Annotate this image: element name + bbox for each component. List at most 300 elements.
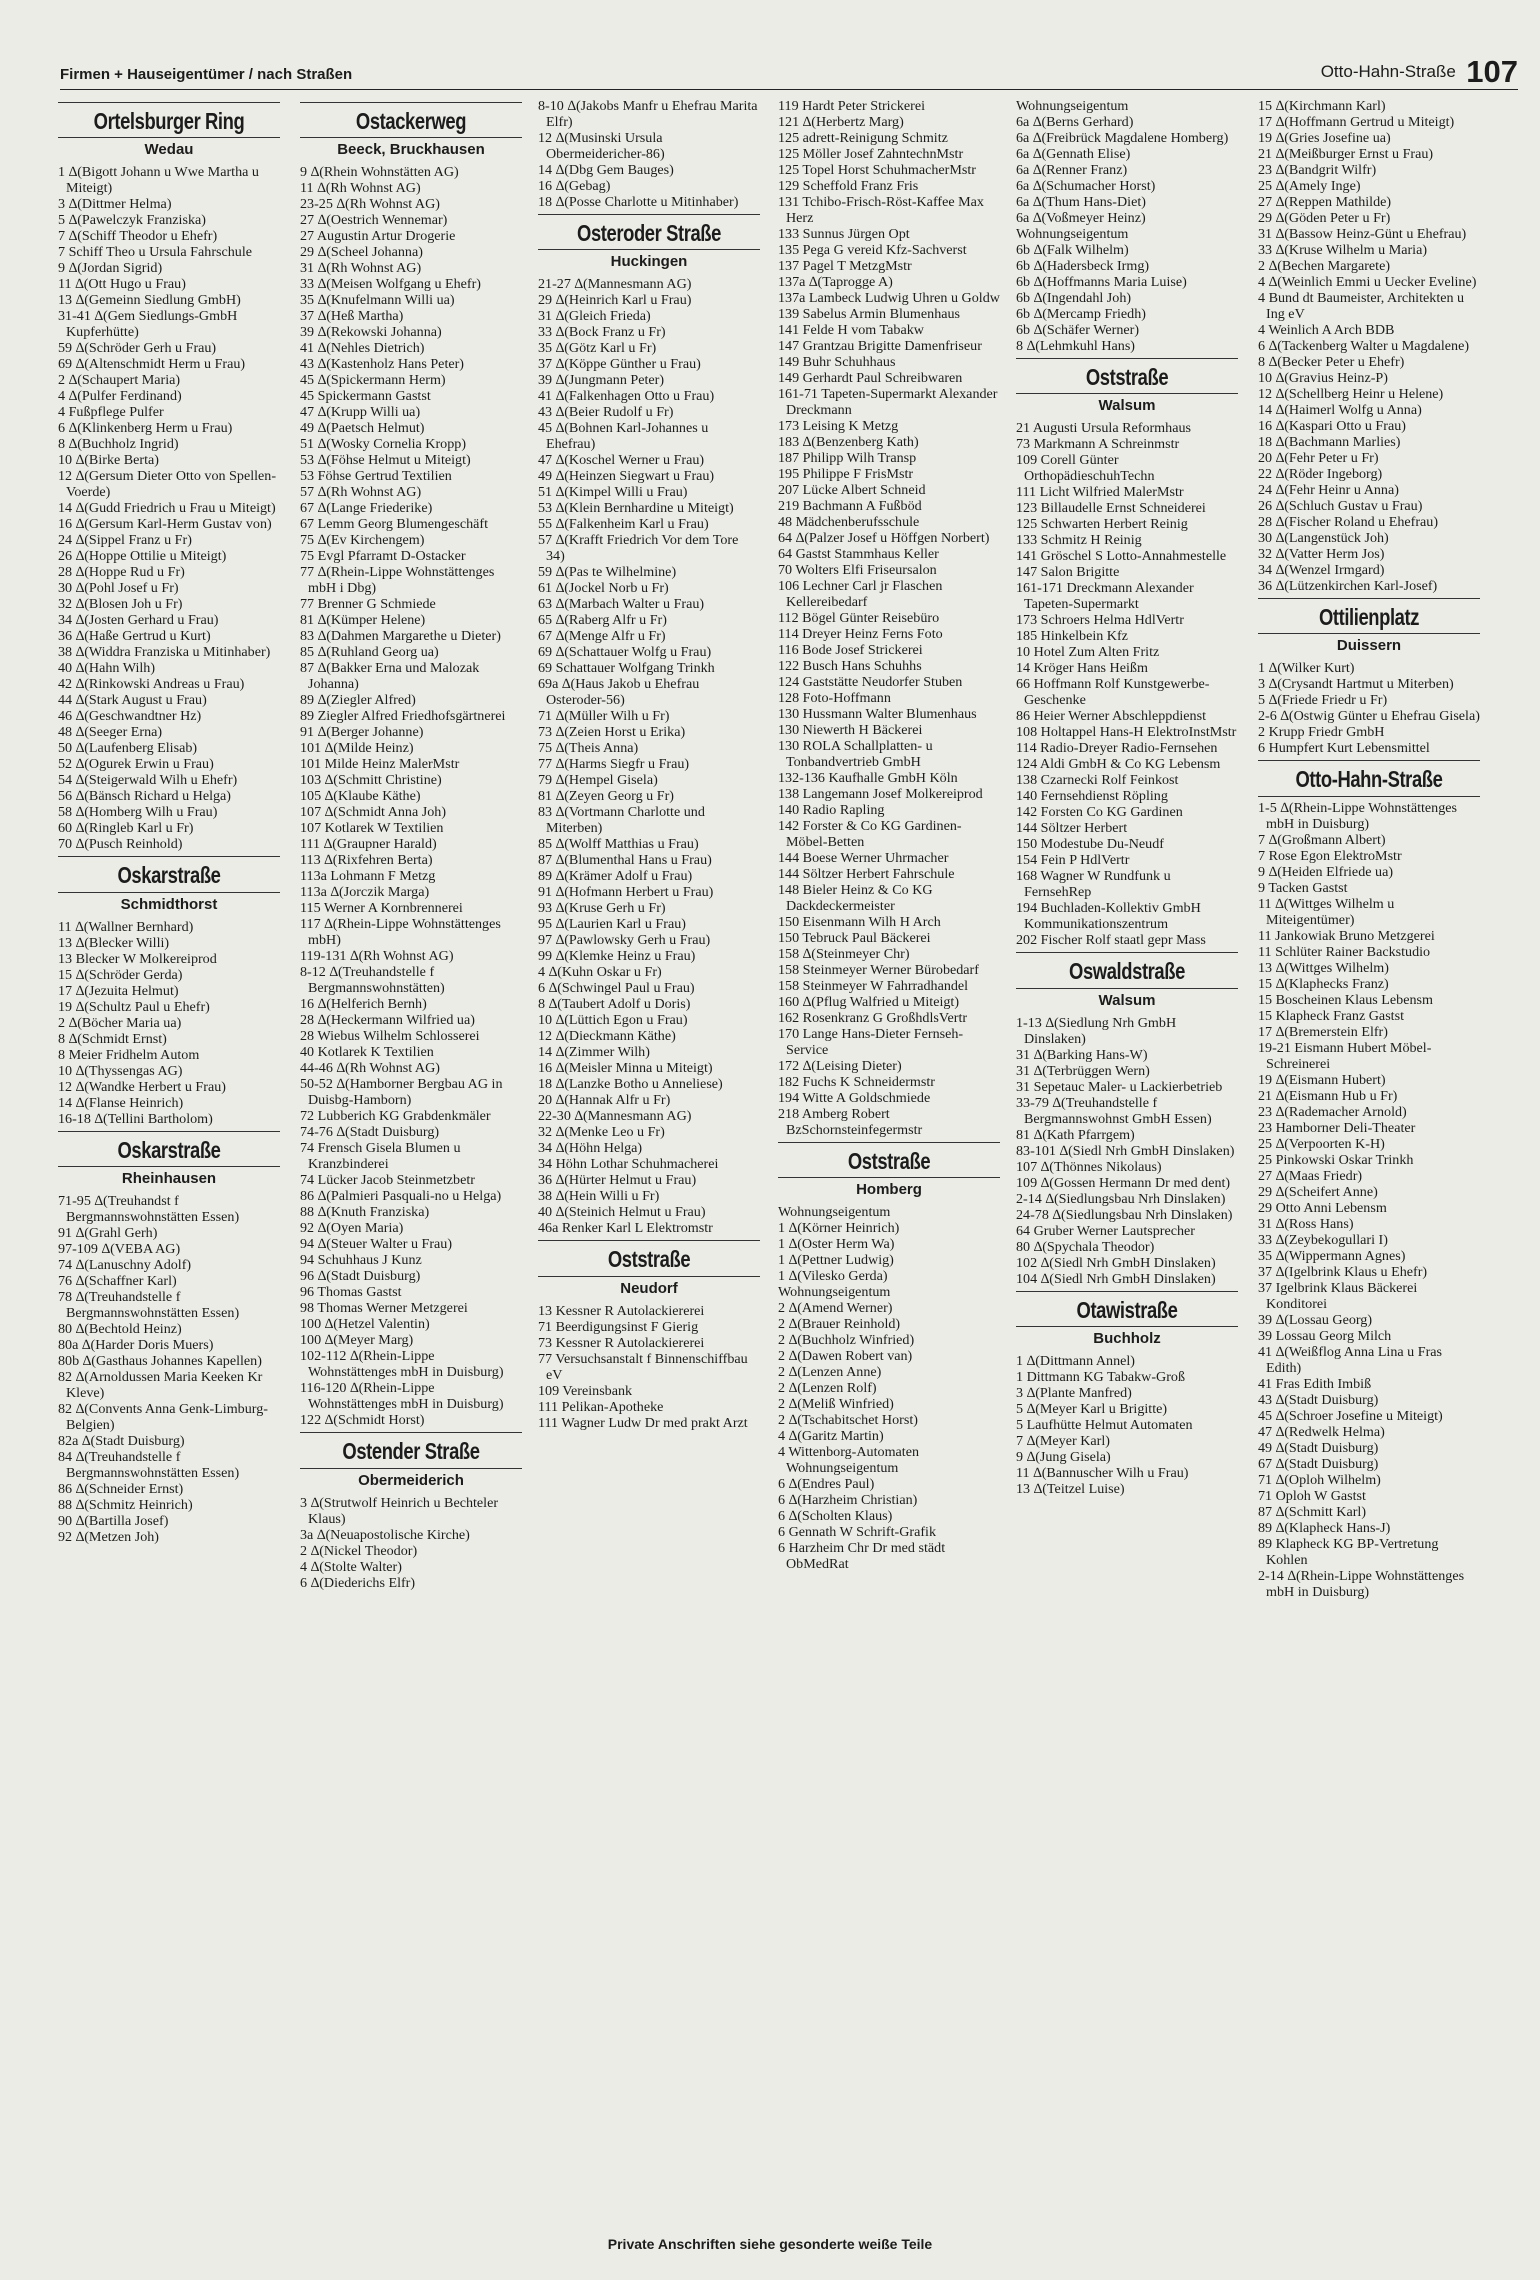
directory-entry: 150 Modestube Du-Neudf [1016, 836, 1164, 853]
directory-entry: 39 ∆(Rekowski Johanna) [300, 324, 442, 341]
directory-entry: 37 Igelbrink Klaus Bäckerei Konditorei [1258, 1279, 1418, 1312]
directory-entry: 18 ∆(Lanzke Botho u Anneliese) [538, 1076, 723, 1093]
directory-entry: 1 ∆(Wilker Kurt) [1258, 660, 1355, 677]
directory-entry: 125 Topel Horst SchuhmacherMstr [778, 162, 976, 178]
directory-entry: 8 ∆(Schmidt Ernst) [58, 1030, 167, 1047]
directory-entry: 114 Radio-Dreyer Radio-Fernsehen [1016, 740, 1218, 757]
district-heading: Obermeiderich [358, 1471, 464, 1489]
directory-entry: 113a Lohmann F Metzg [300, 868, 436, 885]
directory-entry: 34 Höhn Lothar Schuhmacherei [538, 1156, 719, 1173]
directory-entry: 75 Evgl Pfarramt D-Ostacker [300, 548, 466, 565]
directory-entry: 21-27 ∆(Mannesmann AG) [538, 276, 692, 293]
directory-entry: Wohnungseigentum [778, 1204, 891, 1221]
street-heading: Otawistraße [1076, 1296, 1178, 1323]
directory-entry: 187 Philipp Wilh Transp [778, 450, 917, 466]
street-heading: Oststraße [607, 1246, 691, 1273]
directory-entry: 4 Weinlich A Arch BDB [1258, 322, 1395, 338]
directory-entry: 77 ∆(Rhein-Lippe Wohnstättenges mbH i Dbg) [300, 564, 495, 597]
street-heading-rule [1016, 988, 1238, 989]
directory-entry: 54 ∆(Steigerwald Wilh u Ehefr) [58, 772, 238, 789]
directory-entry: 30 ∆(Pohl Josef u Fr) [58, 580, 179, 597]
directory-entry: 104 ∆(Siedl Nrh GmbH Dinslaken) [1016, 1270, 1216, 1287]
directory-entry: 194 Witte A Goldschmiede [778, 1090, 931, 1106]
directory-entry: 8 ∆(Taubert Adolf u Doris) [538, 996, 691, 1013]
directory-entry: 12 ∆(Schellberg Heinr u Helene) [1258, 386, 1444, 402]
directory-entry: 207 Lücke Albert Schneid [778, 482, 926, 498]
directory-entry: 33 ∆(Kruse Wilhelm u Maria) [1258, 242, 1428, 258]
district-heading: Schmidthorst [120, 895, 218, 913]
header-page-info [1321, 54, 1518, 90]
directory-entry: 86 ∆(Schneider Ernst) [58, 1481, 184, 1498]
directory-entry: 183 ∆(Benzenberg Kath) [778, 434, 919, 450]
directory-entry: 91 ∆(Hofmann Herbert u Frau) [538, 884, 714, 901]
directory-entry: 73 Markmann A Schreinmstr [1016, 436, 1180, 453]
directory-entry: 102-112 ∆(Rhein-Lippe Wohnstättenges mbH in Duisburg) [300, 1348, 504, 1381]
directory-entry: 18 ∆(Bachmann Marlies) [1258, 434, 1401, 450]
directory-entry: 33 ∆(Zeybekogullari I) [1258, 1231, 1388, 1248]
street-heading-rule [1258, 796, 1480, 797]
directory-entry: 3 ∆(Dittmer Helma) [58, 196, 172, 213]
directory-entry: 41 Fras Edith Imbiß [1258, 1375, 1372, 1392]
directory-entry: 33-79 ∆(Treuhandstelle f Bergmannswohnst GmbH Essen) [1016, 1094, 1212, 1127]
directory-entry: 87 ∆(Bakker Erna und Malozak Johanna) [300, 660, 480, 693]
directory-entry: 141 Felde H vom Tabakw [778, 322, 924, 338]
section-rule [538, 214, 760, 215]
directory-entry: 47 ∆(Krupp Willi ua) [300, 404, 421, 421]
street-heading: Otto-Hahn-Straße [1295, 766, 1443, 793]
directory-entry: 116 Bode Josef Strickerei [778, 642, 923, 658]
directory-entry: 2 ∆(Lenzen Anne) [778, 1364, 882, 1381]
section-rule [58, 856, 280, 857]
directory-column-6 [1258, 98, 1480, 1600]
directory-entry: 37 ∆(Igelbrink Klaus u Ehefr) [1258, 1263, 1428, 1280]
directory-entry: 101 Milde Heinz MalerMstr [300, 756, 460, 773]
street-heading-rule [538, 1276, 760, 1277]
directory-entry: 71 Oploh W Gastst [1258, 1487, 1366, 1504]
directory-entry: 6 ∆(Scholten Klaus) [778, 1508, 893, 1525]
directory-entry: 137 Pagel T MetzgMstr [778, 258, 912, 274]
directory-entry: 71-95 ∆(Treuhandst f Bergmannswohnstätten Essen) [58, 1193, 240, 1226]
directory-entry: 135 Pega G vereid Kfz-Sachverst [778, 242, 967, 258]
directory-entry: 53 ∆(Föhse Helmut u Miteigt) [300, 452, 471, 469]
directory-entry: 140 Fernsehdienst Röpling [1016, 788, 1168, 805]
street-heading-rule [58, 892, 280, 893]
directory-entry: 2 ∆(Meliß Winfried) [778, 1396, 894, 1413]
directory-entry: 57 ∆(Rh Wohnst AG) [300, 484, 422, 501]
directory-entry: 39 ∆(Lossau Georg) [1258, 1311, 1373, 1328]
directory-entry: 4 ∆(Kuhn Oskar u Fr) [538, 964, 662, 981]
directory-entry: 86 ∆(Palmieri Pasquali-no u Helga) [300, 1188, 502, 1205]
directory-entry: 11 ∆(Ott Hugo u Frau) [58, 276, 186, 293]
directory-entry: 81 ∆(Kümper Helene) [300, 612, 426, 629]
directory-entry: 45 ∆(Schroer Josefine u Miteigt) [1258, 1407, 1443, 1424]
directory-entry: 81 ∆(Kath Pfarrgem) [1016, 1126, 1135, 1143]
section-rule [538, 1240, 760, 1241]
directory-entry: 109 Corell Günter OrthopädieschuhTechn [1016, 452, 1155, 485]
directory-entry: 2 ∆(Buchholz Winfried) [778, 1332, 915, 1349]
directory-entry: 6 Harzheim Chr Dr med städt ObMedRat [778, 1540, 946, 1573]
directory-entry: 149 Buhr Schuhhaus [778, 354, 896, 370]
directory-entry: 16 ∆(Helferich Bernh) [300, 996, 427, 1013]
directory-entry: 48 Mädchenberufsschule [778, 514, 920, 530]
directory-entry: 47 ∆(Redwelk Helma) [1258, 1423, 1385, 1440]
directory-entry: 131 Tchibo-Frisch-Röst-Kaffee Max Herz [778, 194, 984, 226]
directory-entry: 6 ∆(Tackenberg Walter u Magdalene) [1258, 338, 1470, 354]
district-heading: Homberg [856, 1181, 922, 1199]
directory-entry: 6b ∆(Ingendahl Joh) [1016, 290, 1132, 306]
directory-entry: 168 Wagner W Rundfunk u FernsehRep [1016, 868, 1171, 901]
directory-entry: 10 ∆(Gravius Heinz-P) [1258, 370, 1388, 386]
directory-entry: 38 ∆(Hein Willi u Fr) [538, 1188, 660, 1205]
directory-entry: 31 ∆(Bassow Heinz-Günt u Ehefrau) [1258, 226, 1467, 242]
directory-entry: 2 ∆(Amend Werner) [778, 1300, 893, 1317]
directory-entry: 3 ∆(Strutwolf Heinrich u Bechteler Klaus) [300, 1494, 499, 1527]
directory-entry: 1-13 ∆(Siedlung Nrh GmbH Dinslaken) [1016, 1014, 1177, 1047]
directory-entry: 40 ∆(Hahn Wilh) [58, 660, 156, 677]
directory-entry: 10 ∆(Lüttich Egon u Frau) [538, 1012, 688, 1029]
directory-entry: 22-30 ∆(Mannesmann AG) [538, 1108, 692, 1125]
street-heading: Oskarstraße [117, 862, 221, 889]
directory-entry: 33 ∆(Meisen Wolfgang u Ehefr) [300, 276, 482, 293]
directory-entry: 24 ∆(Fehr Heinr u Anna) [1258, 482, 1399, 498]
directory-entry: 111 Pelikan-Apotheke [538, 1398, 664, 1415]
directory-entry: 112 Bögel Günter Reisebüro [778, 610, 940, 626]
directory-entry: Wohnungseigentum [1016, 98, 1129, 114]
directory-entry: 76 ∆(Schaffner Karl) [58, 1273, 177, 1290]
directory-entry: 137a Lambeck Ludwig Uhren u Goldw [778, 290, 1000, 306]
directory-entry: 8-10 ∆(Jakobs Manfr u Ehefrau Marita Elfr) [538, 98, 758, 130]
directory-entry: 141 Gröschel S Lotto-Annahmestelle [1016, 548, 1227, 565]
directory-entry: 132-136 Kaufhalle GmbH Köln [778, 770, 958, 786]
directory-entry: 56 ∆(Bänsch Richard u Helga) [58, 788, 231, 805]
directory-entry: 128 Foto-Hoffmann [778, 690, 891, 706]
directory-entry: 8 Meier Fridhelm Autom [58, 1046, 200, 1063]
directory-entry: 40 Kotlarek K Textilien [300, 1044, 434, 1061]
directory-entry: 25 ∆(Verpoorten K-H) [1258, 1135, 1385, 1152]
directory-entry: 3 ∆(Crysandt Hartmut u Miterben) [1258, 676, 1454, 693]
directory-entry: 29 ∆(Scheifert Anne) [1258, 1183, 1378, 1200]
directory-entry: 9 ∆(Heiden Elfriede ua) [1258, 863, 1394, 880]
directory-entry: 1 ∆(Vilesko Gerda) [778, 1268, 888, 1285]
directory-entry: 125 Möller Josef ZahntechnMstr [778, 146, 964, 162]
directory-entry: 41 ∆(Weißflog Anna Lina u Fras Edith) [1258, 1343, 1443, 1376]
directory-entry: 67 ∆(Menge Alfr u Fr) [538, 628, 666, 645]
directory-entry: 15 ∆(Schröder Gerda) [58, 966, 183, 983]
directory-entry: 28 ∆(Hoppe Rud u Fr) [58, 564, 185, 581]
directory-entry: 2 ∆(Dawen Robert van) [778, 1348, 913, 1365]
street-heading-rule [58, 1166, 280, 1167]
directory-entry: 6a ∆(Gennath Elise) [1016, 146, 1131, 162]
directory-entry: 2 ∆(Lenzen Rolf) [778, 1380, 877, 1397]
directory-entry: 27 Augustin Artur Drogerie [300, 228, 456, 245]
directory-entry: 6a ∆(Voßmeyer Heinz) [1016, 210, 1146, 226]
directory-entry: 23 ∆(Rademacher Arnold) [1258, 1103, 1407, 1120]
directory-entry: 98 Thomas Werner Metzgerei [300, 1300, 468, 1317]
directory-entry: 6a ∆(Schumacher Horst) [1016, 178, 1156, 194]
directory-entry: 61 ∆(Jockel Norb u Fr) [538, 580, 669, 597]
street-heading-rule [58, 137, 280, 138]
district-heading: Walsum [1098, 991, 1156, 1009]
directory-column-5 [1016, 98, 1238, 1497]
directory-entry: 55 ∆(Falkenheim Karl u Frau) [538, 516, 709, 533]
directory-entry: 142 Forster & Co KG Gardinen-Möbel-Betten [778, 818, 962, 850]
directory-entry: 2 Krupp Friedr GmbH [1258, 724, 1385, 741]
header-rule [60, 89, 1518, 90]
directory-entry: 144 Söltzer Herbert [1016, 820, 1128, 837]
directory-entry: 43 ∆(Beier Rudolf u Fr) [538, 404, 674, 421]
directory-entry: 125 Schwarten Herbert Reinig [1016, 516, 1188, 533]
directory-entry: 4 ∆(Stolte Walter) [300, 1558, 402, 1575]
directory-entry: 162 Rosenkranz G GroßhdlsVertr [778, 1010, 968, 1026]
directory-entry: 21 ∆(Eismann Hub u Fr) [1258, 1087, 1398, 1104]
directory-entry: 14 ∆(Flanse Heinrich) [58, 1094, 184, 1111]
directory-entry: 9 ∆(Jordan Sigrid) [58, 260, 163, 277]
directory-entry: 11 ∆(Wallner Bernhard) [58, 918, 194, 935]
section-rule [58, 102, 280, 103]
directory-entry: 6a ∆(Thum Hans-Diet) [1016, 194, 1146, 210]
directory-entry: 1-5 ∆(Rhein-Lippe Wohnstättenges mbH in Duisburg) [1258, 799, 1458, 832]
directory-entry: 89 Klapheck KG BP-Vertretung Kohlen [1258, 1535, 1439, 1568]
directory-entry: 11 ∆(Rh Wohnst AG) [300, 180, 421, 197]
directory-entry: 15 Boscheinen Klaus Lebensm [1258, 991, 1433, 1008]
directory-entry: 2 ∆(Nickel Theodor) [300, 1542, 418, 1559]
directory-entry: 4 ∆(Pulfer Ferdinand) [58, 388, 182, 405]
directory-entry: 83-101 ∆(Siedl Nrh GmbH Dinslaken) [1016, 1142, 1235, 1159]
directory-entry: 129 Scheffold Franz Fris [778, 178, 919, 194]
directory-entry: 2 ∆(Brauer Reinhold) [778, 1316, 901, 1333]
directory-entry: 40 ∆(Steinich Helmut u Frau) [538, 1204, 706, 1221]
directory-entry: 64 Gruber Werner Lautsprecher [1016, 1222, 1195, 1239]
directory-entry: 111 Wagner Ludw Dr med prakt Arzt [538, 1414, 748, 1431]
district-heading: Beeck, Bruckhausen [337, 141, 485, 159]
directory-entry: 65 ∆(Raberg Alfr u Fr) [538, 612, 667, 629]
directory-entry: 103 ∆(Schmitt Christine) [300, 772, 442, 789]
directory-entry: 60 ∆(Ringleb Karl u Fr) [58, 820, 194, 837]
directory-entry: 108 Holtappel Hans-H ElektroInstMstr [1016, 724, 1237, 741]
directory-entry: 113a ∆(Jorczik Marga) [300, 884, 430, 901]
street-heading: Oststraße [847, 1148, 931, 1174]
directory-entry: 2-14 ∆(Rhein-Lippe Wohnstättenges mbH in Duisburg) [1258, 1567, 1465, 1600]
section-rule [1258, 598, 1480, 599]
directory-entry: 58 ∆(Homberg Wilh u Frau) [58, 804, 218, 821]
directory-entry: 26 ∆(Hoppe Ottilie u Miteigt) [58, 548, 227, 565]
directory-entry: 124 Aldi GmbH & Co KG Lebensm [1016, 756, 1221, 773]
directory-entry: 6 ∆(Endres Paul) [778, 1476, 875, 1493]
section-rule [1016, 358, 1238, 359]
directory-entry: 29 ∆(Scheel Johanna) [300, 244, 423, 261]
directory-entry: 84 ∆(Treuhandstelle f Bergmannswohnstätten Essen) [58, 1449, 240, 1482]
directory-entry: 125 adrett-Reinigung Schmitz [778, 130, 948, 146]
directory-entry: 42 ∆(Rinkowski Andreas u Frau) [58, 676, 245, 693]
directory-entry: 2 ∆(Schaupert Maria) [58, 372, 181, 389]
directory-entry: 33 ∆(Bock Franz u Fr) [538, 324, 666, 341]
directory-entry: 22 ∆(Röder Ingeborg) [1258, 466, 1383, 482]
directory-entry: 12 ∆(Gersum Dieter Otto von Spellen-Voerde) [58, 468, 277, 501]
directory-entry: 97 ∆(Pawlowsky Gerh u Frau) [538, 932, 711, 949]
directory-entry: 111 ∆(Graupner Harald) [300, 836, 437, 853]
directory-entry: 218 Amberg Robert BzSchornsteinfegermstr [778, 1106, 923, 1138]
directory-entry: 82 ∆(Convents Anna Genk-Limburg-Belgien) [58, 1401, 268, 1434]
directory-entry: 97-109 ∆(VEBA AG) [58, 1241, 181, 1258]
directory-entry: 16 ∆(Kaspari Otto u Frau) [1258, 418, 1406, 434]
directory-column-4 [778, 98, 1000, 1572]
directory-entry: 11 ∆(Bannuscher Wilh u Frau) [1016, 1465, 1189, 1482]
directory-entry: 71 ∆(Müller Wilh u Fr) [538, 708, 670, 725]
directory-entry: 94 ∆(Steuer Walter u Frau) [300, 1236, 453, 1253]
directory-entry: 133 Sunnus Jürgen Opt [778, 226, 910, 242]
directory-column-2 [300, 98, 522, 1591]
directory-entry: 154 Fein P HdlVertr [1016, 852, 1130, 869]
directory-entry: 19 ∆(Schultz Paul u Ehefr) [58, 998, 210, 1015]
directory-entry: 147 Grantzau Brigitte Damenfriseur [778, 338, 982, 354]
directory-entry: 7 Rose Egon ElektroMstr [1258, 847, 1402, 864]
directory-entry: 31 ∆(Gleich Frieda) [538, 308, 651, 325]
directory-entry: 106 Lechner Carl jr Flaschen Kellereibedarf [778, 578, 943, 610]
directory-entry: 119-131 ∆(Rh Wohnst AG) [300, 948, 454, 965]
directory-entry: 9 ∆(Jung Gisela) [1016, 1449, 1111, 1466]
directory-entry: 185 Hinkelbein Kfz [1016, 628, 1128, 645]
directory-entry: 2-6 ∆(Ostwig Günter u Ehefrau Gisela) [1258, 708, 1480, 725]
directory-entry: 2 ∆(Böcher Maria ua) [58, 1014, 182, 1031]
directory-entry: 6 Humpfert Kurt Lebensmittel [1258, 740, 1430, 757]
directory-entry: 173 Schroers Helma HdlVertr [1016, 612, 1184, 629]
directory-entry: 130 Hussmann Walter Blumenhaus [778, 706, 977, 722]
directory-entry: 30 ∆(Langenstück Joh) [1258, 530, 1389, 546]
directory-entry: 6 ∆(Schwingel Paul u Frau) [538, 980, 695, 997]
directory-entry: 138 Czarnecki Rolf Feinkost [1016, 772, 1179, 789]
directory-entry: 88 ∆(Schmitz Heinrich) [58, 1497, 193, 1514]
directory-entry: 173 Leising K Metzg [778, 418, 899, 434]
directory-entry: 67 Lemm Georg Blumengeschäft [300, 516, 489, 533]
street-heading: Oststraße [1085, 364, 1169, 390]
directory-entry: 79 ∆(Hempel Gisela) [538, 772, 658, 789]
directory-entry: 7 ∆(Schiff Theodor u Ehefr) [58, 228, 218, 245]
directory-entry: 49 ∆(Stadt Duisburg) [1258, 1439, 1379, 1456]
directory-entry: 39 Lossau Georg Milch [1258, 1327, 1392, 1344]
directory-entry: 16 ∆(Gersum Karl-Herm Gustav von) [58, 516, 272, 533]
directory-entry: 51 ∆(Kimpel Willi u Frau) [538, 484, 688, 501]
directory-entry: 7 Schiff Theo u Ursula Fahrschule [58, 244, 253, 261]
directory-entry: 75 ∆(Ev Kirchengem) [300, 532, 425, 549]
directory-entry: 17 ∆(Bremerstein Elfr) [1258, 1023, 1388, 1040]
directory-entry: 160 ∆(Pflug Walfried u Miteigt) [778, 994, 960, 1010]
directory-entry: 29 ∆(Heinrich Karl u Frau) [538, 292, 692, 309]
directory-entry: 32 ∆(Vatter Herm Jos) [1258, 546, 1385, 562]
directory-entry: 35 ∆(Wippermann Agnes) [1258, 1247, 1406, 1264]
directory-entry: 93 ∆(Kruse Gerh u Fr) [538, 900, 666, 917]
directory-entry: 122 Busch Hans Schuhhs [778, 658, 922, 674]
directory-entry: 6 Gennath W Schrift-Grafik [778, 1524, 936, 1541]
directory-entry: 53 ∆(Klein Bernhardine u Miteigt) [538, 500, 734, 517]
directory-entry: 77 Brenner G Schmiede [300, 596, 436, 613]
directory-entry: 144 Söltzer Herbert Fahrschule [778, 866, 955, 882]
directory-entry: 1 ∆(Dittmann Annel) [1016, 1353, 1136, 1370]
directory-entry: 24-78 ∆(Siedlungsbau Nrh Dinslaken) [1016, 1206, 1233, 1223]
district-heading: Buchholz [1093, 1330, 1161, 1348]
directory-entry: 1 ∆(Körner Heinrich) [778, 1220, 900, 1237]
directory-entry: 15 ∆(Klaphecks Franz) [1258, 975, 1389, 992]
directory-entry: 1 ∆(Oster Herm Wa) [778, 1236, 895, 1253]
directory-entry: 109 Vereinsbank [538, 1382, 633, 1399]
directory-entry: 9 ∆(Rhein Wohnstätten AG) [300, 164, 459, 181]
directory-entry: 14 Kröger Hans Heißm [1016, 660, 1148, 677]
directory-entry: 28 ∆(Heckermann Wilfried ua) [300, 1012, 475, 1029]
directory-entry: 37 ∆(Heß Martha) [300, 308, 404, 325]
directory-entry: 41 ∆(Falkenhagen Otto u Frau) [538, 388, 715, 405]
directory-column-3 [538, 98, 760, 1431]
directory-entry: Wohnungseigentum [1016, 226, 1129, 242]
directory-entry: 105 ∆(Klaube Käthe) [300, 788, 421, 805]
directory-entry: 148 Bieler Heinz & Co KG Dackdeckermeister [778, 882, 933, 914]
directory-entry: 6a ∆(Renner Franz) [1016, 162, 1128, 178]
directory-entry: 142 Forsten Co KG Gardinen [1016, 804, 1183, 821]
directory-entry: 113 ∆(Rixfehren Berta) [300, 852, 433, 869]
directory-entry: 29 ∆(Göden Peter u Fr) [1258, 210, 1391, 226]
directory-entry: 59 ∆(Schröder Gerh u Frau) [58, 340, 217, 357]
directory-entry: 80 ∆(Bechtold Heinz) [58, 1321, 182, 1338]
street-heading-rule [778, 1177, 1000, 1178]
page-header [60, 50, 1518, 90]
directory-entry: 63 ∆(Marbach Walter u Frau) [538, 596, 705, 613]
directory-entry: 14 ∆(Haimerl Wolfg u Anna) [1258, 402, 1422, 418]
directory-entry: 6 ∆(Diederichs Elfr) [300, 1574, 416, 1591]
directory-entry: 70 ∆(Pusch Reinhold) [58, 836, 183, 853]
street-heading: Oskarstraße [117, 1136, 221, 1163]
page-footer-note: Private Anschriften siehe gesonderte weiße Teile [607, 2236, 933, 2252]
directory-entry: 64 ∆(Palzer Josef u Höffgen Norbert) [778, 530, 990, 546]
directory-entry: 49 ∆(Heinzen Siegwart u Frau) [538, 468, 715, 485]
directory-entry: 45 ∆(Spickermann Herm) [300, 372, 446, 389]
section-rule [778, 1142, 1000, 1143]
directory-entry: 87 ∆(Schmitt Karl) [1258, 1503, 1367, 1520]
directory-entry: 130 Niewerth H Bäckerei [778, 722, 923, 738]
directory-entry: 137a ∆(Taprogge A) [778, 274, 893, 290]
directory-entry: 47 ∆(Koschel Werner u Frau) [538, 452, 705, 469]
directory-entry: 74 Frensch Gisela Blumen u Kranzbinderei [300, 1140, 461, 1173]
directory-entry: 194 Buchladen-Kollektiv GmbH Kommunikationszentrum [1016, 900, 1201, 933]
directory-entry: 78 ∆(Treuhandstelle f Bergmannswohnstätten Essen) [58, 1289, 240, 1322]
section-rule [1016, 1291, 1238, 1292]
directory-entry: 12 ∆(Dieckmann Käthe) [538, 1028, 676, 1045]
directory-entry: 7 ∆(Meyer Karl) [1016, 1433, 1110, 1450]
directory-entry: 64 Gastst Stammhaus Keller [778, 546, 939, 562]
directory-column-1 [58, 98, 280, 1545]
directory-entry: 21 ∆(Meißburger Ernst u Frau) [1258, 146, 1434, 162]
directory-entry: 86 Heier Werner Abschleppdienst [1016, 708, 1206, 725]
directory-entry: 91 ∆(Grahl Gerh) [58, 1225, 158, 1242]
directory-entry: 202 Fischer Rolf staatl gepr Mass [1016, 932, 1206, 949]
section-rule [1258, 760, 1480, 761]
directory-entry: 16-18 ∆(Tellini Bartholom) [58, 1110, 213, 1127]
street-heading: Ostackerweg [355, 108, 467, 134]
directory-entry: 6 ∆(Harzheim Christian) [778, 1492, 918, 1509]
directory-entry: 12 ∆(Musinski Ursula Obermeidericher-86) [538, 130, 665, 162]
directory-entry: 8-12 ∆(Treuhandstelle f Bergmannswohnstätten) [300, 964, 445, 997]
directory-entry: 13 Kessner R Autolackiererei [538, 1302, 705, 1319]
directory-entry: 36 ∆(Lützenkirchen Karl-Josef) [1258, 578, 1438, 594]
directory-entry: 15 ∆(Kirchmann Karl) [1258, 98, 1386, 114]
street-heading: Ottilienplatz [1318, 604, 1420, 630]
directory-entry: 4 ∆(Weinlich Emmi u Uecker Eveline) [1258, 274, 1477, 290]
directory-entry: 11 ∆(Wittges Wilhelm u Miteigentümer) [1258, 895, 1395, 928]
directory-entry: 27 ∆(Oestrich Wennemar) [300, 212, 448, 229]
directory-entry: 12 ∆(Wandke Herbert u Frau) [58, 1078, 226, 1095]
section-rule [300, 102, 522, 103]
directory-entry: 18 ∆(Posse Charlotte u Mitinhaber) [538, 194, 739, 210]
directory-entry: 19 ∆(Eismann Hubert) [1258, 1071, 1386, 1088]
directory-entry: 147 Salon Brigitte [1016, 564, 1120, 581]
directory-entry: 74 ∆(Lanuschny Adolf) [58, 1257, 192, 1274]
